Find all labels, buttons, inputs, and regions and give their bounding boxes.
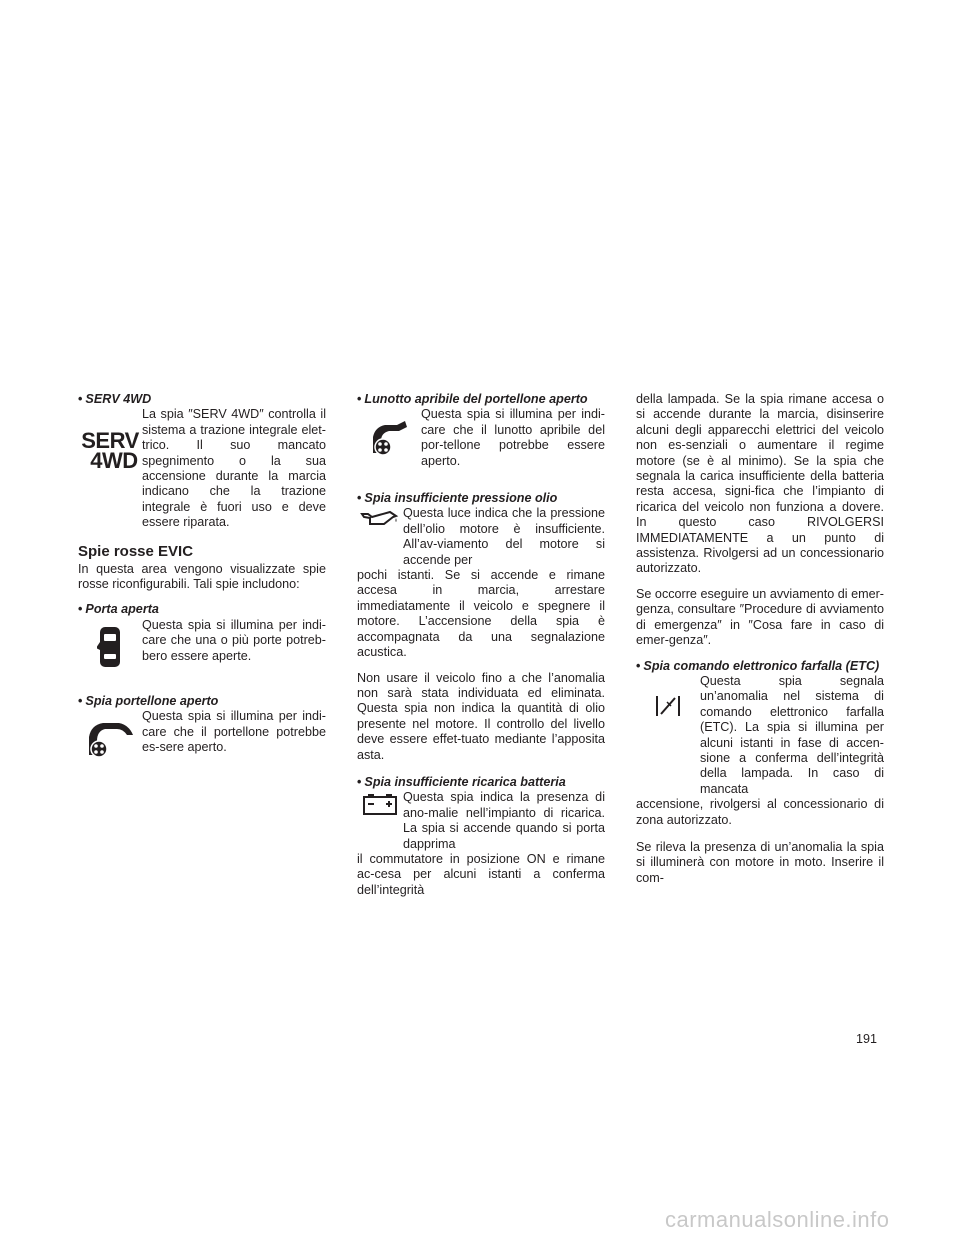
portellone-entry — [78, 694, 326, 761]
porta-aperta-title — [78, 602, 326, 617]
serv-icon-line2: 4WD — [90, 448, 138, 474]
liftgate-glass-open-icon — [357, 407, 421, 469]
bullet: • — [357, 774, 362, 789]
portellone-title — [78, 694, 326, 709]
lunotto-title — [357, 392, 605, 407]
serv-icon-line1: SERV — [81, 428, 139, 454]
batteria-description-continued: il commutatore in posizione ON e rimane ac-cesa per alcuni istanti a conferma dell’integrità — [357, 851, 605, 897]
column-left — [78, 392, 326, 773]
bullet: • — [78, 392, 83, 406]
section-heading: Spie rosse EVIC — [78, 542, 194, 560]
section-intro: In questa area vengono visualizzate spie rosse riconfigurabili. Tali spie includono: — [78, 561, 326, 592]
etc-title — [636, 659, 884, 674]
serv-4wd-title-text: SERV 4WD — [85, 392, 152, 406]
column-right — [636, 392, 884, 896]
portellone-description: Questa spia si illumina per indi-care che il portellone potrebbe es-sere aperto. — [142, 709, 326, 755]
page-number: 191 — [856, 1032, 878, 1046]
etc-entry — [636, 659, 884, 828]
olio-description: Questa luce indica che la pressione dell’olio motore è insufficiente. All’av-viamento del motore si accende per — [403, 506, 605, 567]
olio-title-text: Spia insufficiente pressione olio — [364, 491, 558, 506]
olio-paragraph-2: Non usare il veicolo fino a che l’anomalia non sarà stata individuata ed eliminata. Questa spia non indica la quantità di olio presente nel motore. Il controllo del livello deve essere effet-tuato mediante l’apposita asta. — [357, 670, 605, 762]
anomalia-paragraph: Se rileva la presenza di un’anomalia la spia si illuminerà con motore in moto. Inserire il com- — [636, 839, 884, 885]
battery-icon — [357, 790, 403, 852]
batteria-description: Questa spia indica la presenza di ano-malie nell’impianto di ricarica. La spia si accende quando si porta dapprima — [403, 790, 605, 851]
bullet: • — [78, 693, 83, 708]
olio-description-continued: pochi istanti. Se si accende e rimane accesa in marcia, arrestare immediatamente il veicolo e spegnere il motore. L’accensione della spia è accompagnata da una segnalazione acustica. — [357, 568, 605, 660]
avviamento-emergenza-paragraph: Se occorre eseguire un avviamento di emer-genza, consultare ″Procedure di avviamento di emergenza″ in ″Cosa fare in caso di emer-genza″. — [636, 586, 884, 648]
porta-aperta-description: Questa spia si illumina per indi-care che una o più porte potreb-bero essere aperte. — [142, 617, 326, 663]
etc-description-continued: accensione, rivolgersi al concessionario di zona autorizzato. — [636, 797, 884, 827]
porta-aperta-entry — [78, 602, 326, 669]
olio-entry — [357, 491, 605, 763]
bullet: • — [357, 491, 362, 506]
portellone-title-text: Spia portellone aperto — [85, 693, 219, 708]
etc-description: Questa spia segnala un’anomalia nel sistema di comando elettronico farfalla (ETC). La spia si illumina per alcuni istanti in fase di accen-sione a conferma dell’integrità della lampada. In caso di mancata — [700, 673, 884, 796]
serv-4wd-title — [78, 392, 326, 407]
batteria-title-text: Spia insufficiente ricarica batteria — [364, 774, 566, 789]
lunotto-title-text: Lunotto apribile del portellone aperto — [364, 392, 588, 406]
bullet: • — [636, 658, 641, 673]
serv-4wd-description: La spia ″SERV 4WD″ controlla il sistema a trazione integrale elet-trico. Il suo mancato spegnimento o la sua accensione durante la marcia indicano che la trazione integrale è fuori uso e deve essere riparata. — [142, 407, 326, 530]
bullet: • — [357, 392, 362, 406]
porta-aperta-title-text: Porta aperta — [85, 602, 159, 617]
lunotto-description: Questa spia si illumina per indi-care che il lunotto apribile del por-tellone potrebbe essere aperto. — [421, 407, 605, 468]
column-middle — [357, 392, 605, 910]
bullet: • — [78, 602, 83, 617]
lunotto-entry — [357, 392, 605, 469]
serv-4wd-icon — [78, 407, 142, 530]
liftgate-open-icon — [78, 709, 142, 761]
batteria-entry — [357, 775, 605, 898]
olio-title — [357, 491, 605, 506]
etc-title-text: Spia comando elettronico farfalla (ETC) — [643, 658, 880, 673]
door-open-icon — [78, 618, 142, 670]
batteria-paragraph-continued: della lampada. Se la spia rimane accesa o si accende durante la marcia, disinserire alcuni degli apparecchi elettrici del veicolo non es-senziali o aumentare il regime motore (se è al minimo). Se la spia che segnala la carica insufficiente della batteria resta accesa, signi-fica che l’impianto di ricarica del veicolo non funziona a dovere. In questo caso RIVOLGERSI IMMEDIATAMENTE a un punto di assistenza. Rivolgersi ad un concessionario autorizzato. — [636, 392, 884, 576]
batteria-title — [357, 775, 605, 790]
watermark: carmanualsonline.info — [665, 1207, 890, 1232]
throttle-control-icon — [636, 674, 700, 797]
oil-pressure-icon — [357, 506, 403, 568]
serv-4wd-entry — [78, 392, 326, 531]
